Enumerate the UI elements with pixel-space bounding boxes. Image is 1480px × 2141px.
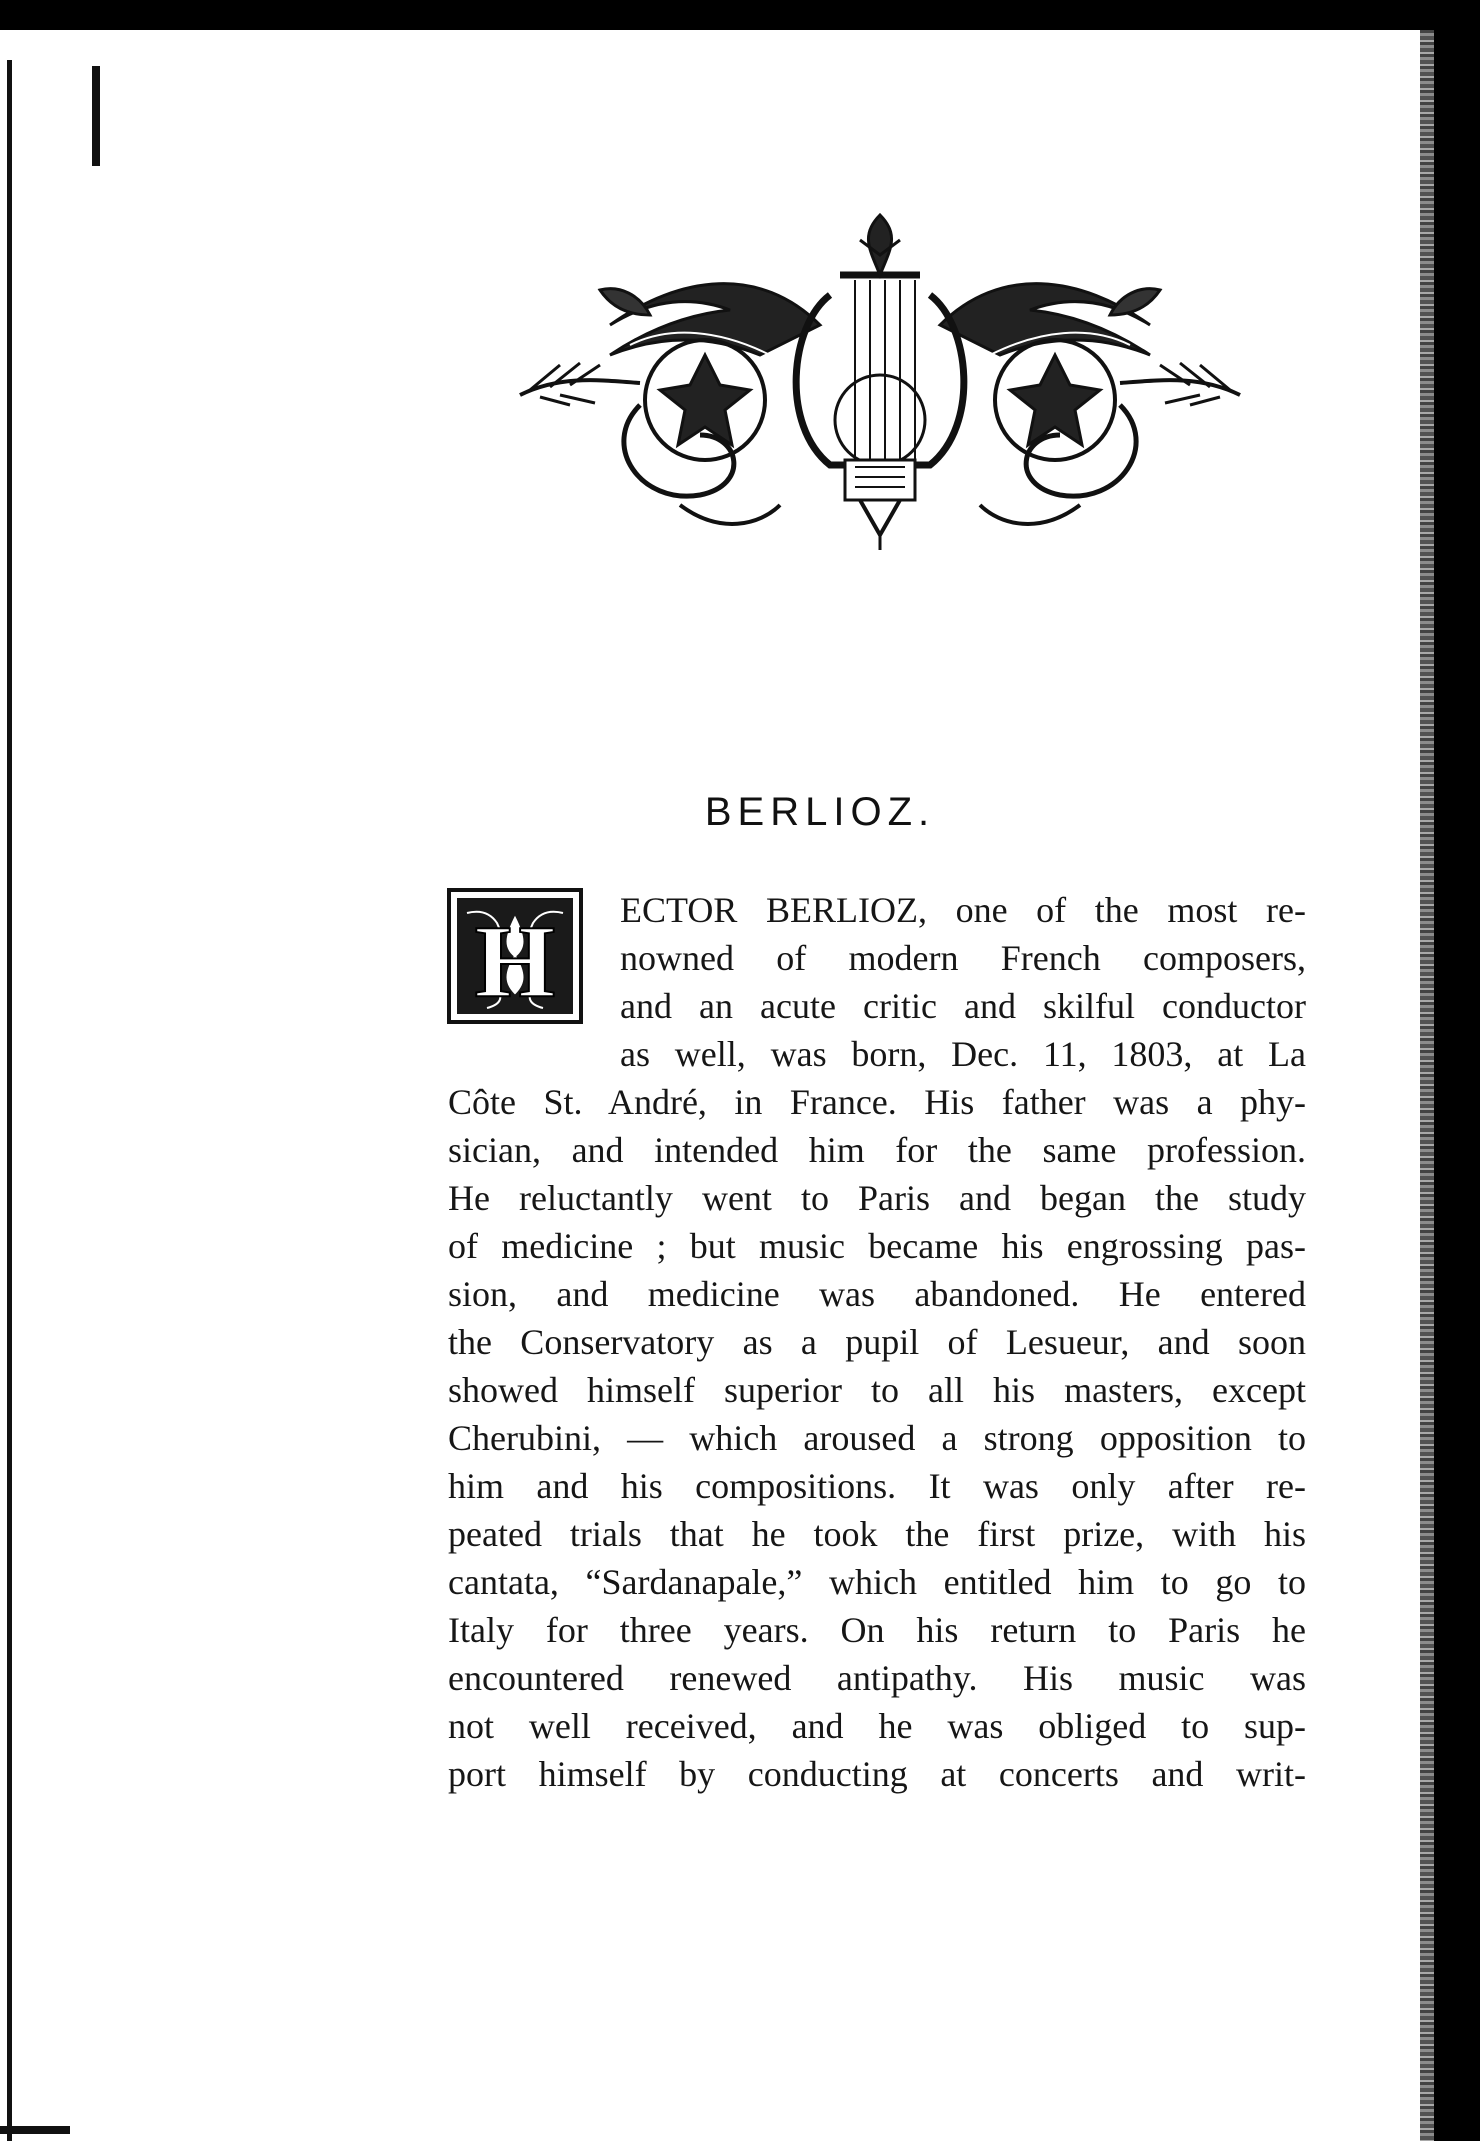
body-line: and an acute critic and skilful conductor	[620, 986, 1306, 1026]
scan-mark	[92, 66, 100, 166]
body-line: as well, was born, Dec. 11, 1803, at La	[620, 1034, 1306, 1074]
body-line: ECTOR BERLIOZ, one of the most re-	[620, 890, 1306, 930]
body-line: sician, and intended him for the same profession.	[448, 1130, 1306, 1170]
scan-border-bottom-left	[0, 2126, 70, 2134]
body-line: cantata, “Sardanapale,” which entitled him to go to	[448, 1562, 1306, 1602]
body-line: encountered renewed antipathy. His music was	[448, 1658, 1306, 1698]
drop-cap-letter: H	[474, 904, 556, 1019]
drop-cap-ornament	[447, 888, 583, 1024]
body-line: port himself by conducting at concerts and writ-	[448, 1754, 1306, 1794]
page-title: BERLIOZ.	[704, 790, 936, 834]
body-line: of medicine ; but music became his engrossing pas-	[448, 1226, 1306, 1266]
body-line: him and his compositions. It was only after re-	[448, 1466, 1306, 1506]
body-line: the Conservatory as a pupil of Lesueur, and soon	[448, 1322, 1306, 1362]
scan-border-left	[0, 60, 12, 2141]
body-line: Italy for three years. On his return to Paris he	[448, 1610, 1306, 1650]
body-line: sion, and medicine was abandoned. He entered	[448, 1274, 1306, 1314]
scan-border-top	[0, 0, 1480, 30]
lyre-headpiece-ornament-icon	[500, 205, 1260, 555]
body-line: peated trials that he took the first prize, with his	[448, 1514, 1306, 1554]
body-line: Cherubini, — which aroused a strong opposition to	[448, 1418, 1306, 1458]
body-line: showed himself superior to all his masters, except	[448, 1370, 1306, 1410]
scan-border-right-edge	[1420, 30, 1434, 2141]
scan-border-right	[1434, 0, 1480, 2141]
body-line: nowned of modern French composers,	[620, 938, 1306, 978]
body-line: not well received, and he was obliged to sup-	[448, 1706, 1306, 1746]
body-line: Côte St. André, in France. His father was a phy-	[448, 1082, 1306, 1122]
body-line: He reluctantly went to Paris and began the study	[448, 1178, 1306, 1218]
